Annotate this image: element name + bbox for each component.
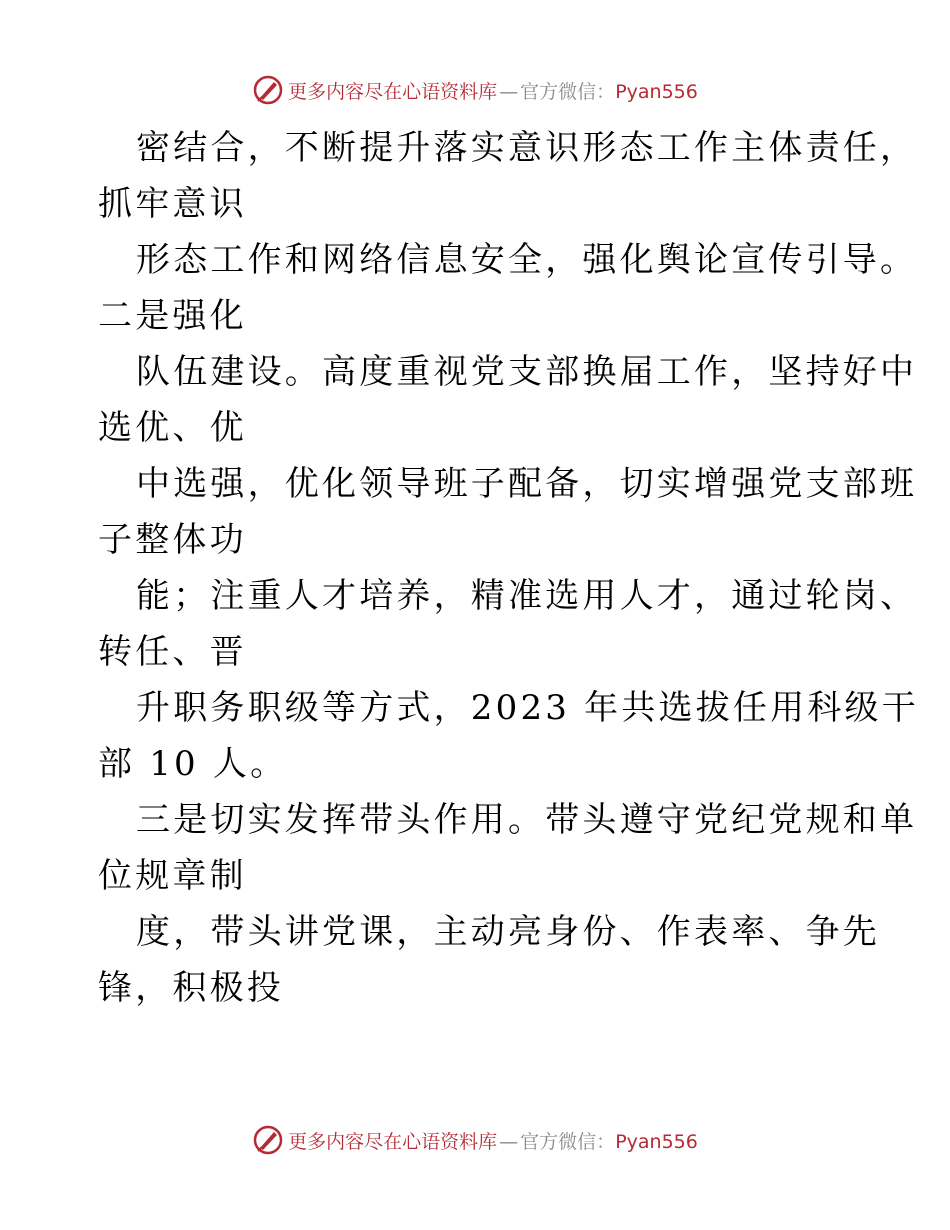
body-line: 子整体功 [98, 520, 247, 560]
watermark-dash: — [499, 80, 519, 103]
body-line: 中选强，优化领导班子配备，切实增强党支部班 [136, 464, 918, 504]
watermark-text [288, 77, 698, 104]
quill-pen-circle-icon [252, 74, 284, 106]
quill-pen-circle-icon [252, 1124, 284, 1156]
watermark-official-label: 官方微信： [520, 80, 616, 103]
body-line: 能；注重人才培养，精准选用人才，通过轮岗、 [136, 576, 918, 616]
body-line: 二是强化 [98, 296, 247, 336]
body-line: 位规章制 [98, 856, 247, 896]
body-line: 部 10 人。 [98, 744, 288, 784]
body-line: 形态工作和网络信息安全，强化舆论宣传引导。 [136, 240, 918, 280]
document-body [98, 120, 919, 1016]
watermark-site-text: 更多内容尽在心语资料库 [288, 1130, 498, 1153]
header-watermark [0, 70, 950, 110]
watermark-dash: — [499, 1130, 519, 1153]
body-line: 密结合，不断提升落实意识形态工作主体责任， [136, 128, 918, 168]
body-line: 三是切实发挥带头作用。带头遵守党纪党规和单 [136, 800, 918, 840]
body-line: 队伍建设。高度重视党支部换届工作，坚持好中 [136, 352, 918, 392]
watermark-wechat-id: Pyan556 [615, 1130, 698, 1153]
watermark-official-label: 官方微信： [520, 1130, 616, 1153]
watermark-wechat-id: Pyan556 [615, 80, 698, 103]
watermark-site-text: 更多内容尽在心语资料库 [288, 80, 498, 103]
watermark-text [288, 1127, 698, 1154]
body-line: 升职务职级等方式，2023 年共选拔任用科级干 [136, 688, 919, 728]
body-line: 抓牢意识 [98, 184, 247, 224]
body-line: 转任、晋 [98, 632, 247, 672]
body-line: 度，带头讲党课，主动亮身份、作表率、争先 [136, 912, 880, 952]
body-line: 锋，积极投 [98, 968, 284, 1008]
footer-watermark [0, 1120, 950, 1160]
body-line: 选优、优 [98, 408, 247, 448]
